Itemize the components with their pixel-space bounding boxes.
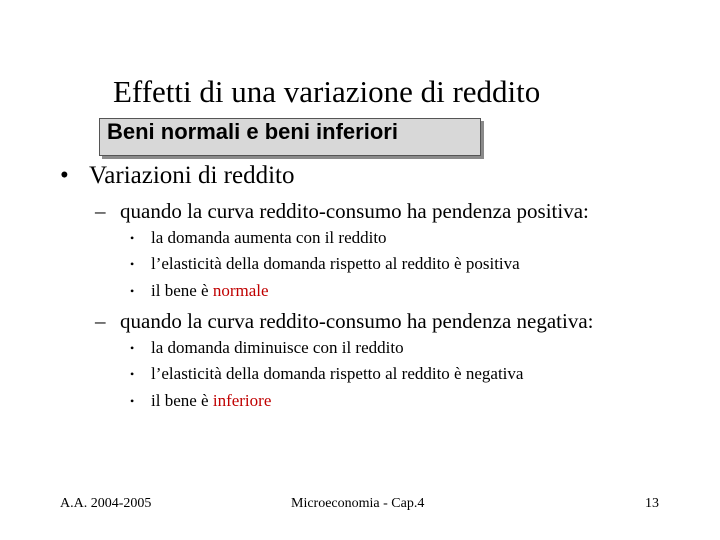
footer-academic-year: A.A. 2004-2005 (60, 496, 152, 511)
list-item-text: l’elasticità della domanda rispetto al reddito è positiva (151, 254, 520, 273)
list-item-prefix: il bene è (151, 281, 213, 300)
highlight-normale: normale (212, 281, 269, 300)
bullet-marker: • (130, 257, 135, 271)
list-item-text: la domanda diminuisce con il reddito (151, 338, 404, 357)
bullet-marker: • (130, 341, 135, 355)
footer-course: Microeconomia - Cap.4 (291, 496, 425, 511)
list-item-prefix: il bene è (151, 391, 213, 410)
list-item-text: l’elasticità della domanda rispetto al reddito è negativa (151, 364, 524, 383)
bullet-positive-text: quando la curva reddito-consumo ha pendenza positiva: (120, 199, 589, 223)
list-item-text (151, 281, 269, 301)
bullet-marker: • (130, 367, 135, 381)
list-item-text: la domanda aumenta con il reddito (151, 228, 387, 247)
bullet-marker: • (60, 162, 69, 189)
bullet-marker: • (130, 231, 135, 245)
bullet-marker: • (130, 394, 135, 408)
slide-title: Effetti di una variazione di reddito (113, 74, 541, 109)
dash-marker: – (95, 199, 106, 223)
bullet-marker: • (130, 284, 135, 298)
bullet-negative-text: quando la curva reddito-consumo ha pendenza negativa: (120, 309, 594, 333)
highlight-inferiore: inferiore (212, 391, 272, 410)
list-item-text (151, 391, 271, 411)
slide-subtitle: Beni normali e beni inferiori (107, 119, 398, 144)
bullet-main-text: Variazioni di reddito (89, 162, 295, 189)
footer-page-number: 13 (645, 496, 659, 511)
dash-marker: – (95, 309, 106, 333)
